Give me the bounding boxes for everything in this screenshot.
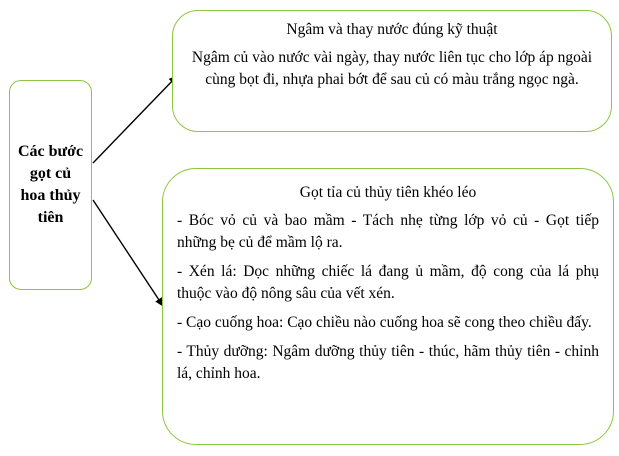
soak-node	[172, 10, 612, 132]
soak-body: Ngâm củ vào nước vài ngày, thay nước liên tục cho lớp áp ngoài cùng bọt đi, nhựa phai bớt để sau củ có màu trắng ngọc ngà.	[191, 49, 593, 88]
arrow-to-carve	[93, 200, 163, 306]
carve-step-nurture: - Thủy dưỡng: Ngâm dưỡng thủy tiên - thúc, hãm thủy tiên - chỉnh lá, chỉnh hoa.	[177, 343, 599, 382]
carve-node	[162, 168, 614, 445]
carve-step-peel: - Bóc vỏ củ và bao mầm - Tách nhẹ từng lớp vỏ củ - Gọt tiếp những bẹ củ để mầm lộ ra.	[177, 212, 599, 251]
carve-title: Gọt tỉa củ thủy tiên khéo léo	[299, 184, 477, 201]
carve-step-scrape-stem: - Cạo cuống hoa: Cạo chiều nào cuống hoa sẽ cong theo chiều đấy.	[177, 314, 592, 331]
root-node	[9, 80, 92, 290]
root-label: Các bước gọt củ hoa thủy tiên	[17, 143, 84, 226]
carve-step-trim-leaves: - Xén lá: Dọc những chiếc lá đang ủ mầm, độ cong của lá phụ thuộc vào độ nông sâu của vết xén.	[177, 263, 599, 302]
arrow-to-soak	[93, 76, 177, 163]
soak-title: Ngâm và thay nước đúng kỹ thuật	[286, 21, 498, 38]
